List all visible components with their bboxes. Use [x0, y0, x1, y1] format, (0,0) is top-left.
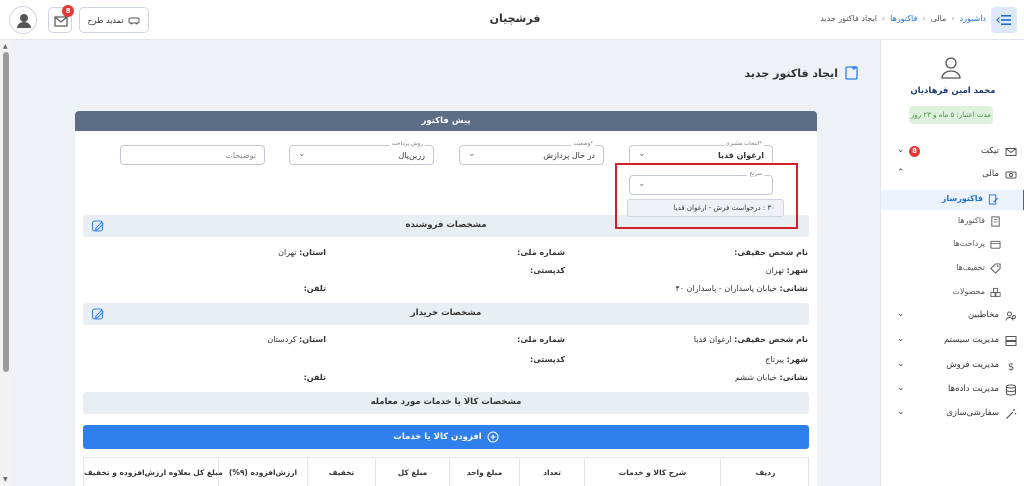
sidebar-item-label: تخفیف‌ها — [956, 263, 985, 272]
seller-province-value: تهران — [278, 248, 297, 257]
wallet-icon — [990, 239, 1001, 250]
th-discount: تخفیف — [307, 458, 375, 486]
buyer-national-key: شماره ملی: — [517, 335, 565, 344]
sidebar-item-ticket[interactable] — [881, 142, 1024, 162]
th-row: ردیف — [720, 458, 810, 486]
edit-icon[interactable] — [91, 219, 105, 233]
highlight-annotation — [615, 163, 798, 229]
envelope-icon — [1005, 146, 1017, 158]
renew-label: تمدید طرح — [87, 15, 124, 25]
buyer-address-value: خیابان ششم — [734, 373, 777, 382]
buyer-city-value: پیرتاج — [765, 355, 785, 364]
breadcrumb-invoices[interactable]: فاکتورها — [890, 14, 918, 23]
plus-circle-icon — [487, 431, 499, 443]
scroll-up-icon[interactable]: ▲ — [3, 43, 8, 50]
seller-city-value: تهران — [765, 266, 785, 275]
seller-name-key: نام شخص حقیقی: — [734, 248, 808, 257]
page-title-text: ایجاد فاکتور جدید — [744, 66, 838, 80]
breadcrumb-separator: ‹ — [881, 14, 886, 23]
sidebar-item-label: پرداخت‌ها — [953, 239, 985, 248]
add-goods-label: افزودن کالا یا خدمات — [393, 432, 482, 442]
sidebar — [880, 40, 1024, 486]
buyer-name-value: ارغوان قدیا — [693, 335, 732, 344]
status-select[interactable] — [459, 141, 604, 165]
sidebar-item-label: مدیریت داده‌ها — [948, 384, 999, 394]
sidebar-item-system[interactable] — [881, 331, 1024, 351]
status-value: در حال پردازش — [543, 151, 595, 160]
svg-text:$: $ — [1007, 362, 1015, 372]
seller-province-key: استان: — [299, 248, 326, 257]
boxes-icon — [990, 287, 1001, 298]
customer-value: ارغوان قدیا — [717, 151, 764, 160]
sidebar-item-label: مخاطبین — [968, 310, 999, 320]
buyer-section-header — [83, 303, 809, 325]
invoice-edit-icon — [988, 194, 999, 205]
seller-address-value: خیابان پاسداران - پاسداران ۴۰ — [675, 284, 777, 293]
add-goods-button[interactable] — [83, 425, 809, 449]
brand-title: فرشچیان — [489, 12, 541, 25]
customer-label: انتخاب مشتری* — [725, 141, 762, 147]
money-icon — [1005, 169, 1017, 181]
sidebar-item-label: مدیریت سیستم — [944, 335, 999, 345]
source-label: سرنخ — [749, 171, 762, 177]
seller-national-id — [517, 248, 565, 257]
car-icon — [128, 15, 140, 25]
sidebar-item-contacts[interactable] — [881, 306, 1024, 326]
buyer-province-value: کردستان — [267, 335, 297, 344]
buyer-province — [267, 335, 326, 344]
chevron-up-icon: ⌃ — [897, 168, 905, 178]
tag-icon — [990, 263, 1001, 274]
sidebar-item-products[interactable] — [881, 283, 1024, 303]
card-title: پیش فاکتور — [75, 111, 817, 131]
user-avatar-button[interactable] — [9, 6, 37, 34]
buyer-address — [735, 373, 808, 382]
chevron-down-icon: ⌄ — [638, 149, 646, 159]
seller-province — [278, 248, 326, 257]
chevron-down-icon: ⌄ — [897, 359, 905, 369]
breadcrumb-separator: ‹ — [922, 14, 926, 23]
document-icon — [990, 216, 1001, 227]
seller-address — [676, 284, 809, 293]
status-label: وضعیت* — [573, 141, 593, 147]
sidebar-item-label: مدیریت فروش — [946, 360, 999, 370]
goods-title: مشخصات کالا یا خدمات مورد معامله — [370, 397, 522, 407]
page-title — [650, 65, 860, 81]
sidebar-item-invoice-builder[interactable] — [881, 190, 1024, 210]
buyer-name — [694, 335, 808, 344]
buyer-phone — [304, 373, 326, 382]
buyer-name-key: نام شخص حقیقی: — [734, 335, 808, 344]
database-icon — [1005, 384, 1017, 396]
top-bar — [0, 0, 1024, 40]
seller-title: مشخصات فروشنده — [405, 220, 487, 230]
chevron-down-icon: ⌄ — [298, 149, 306, 159]
chevron-down-icon: ⌄ — [638, 179, 646, 189]
scroll-down-icon[interactable]: ▼ — [3, 476, 8, 483]
seller-postal-key: کدپستی: — [530, 266, 565, 275]
buyer-city — [765, 355, 808, 364]
breadcrumb-current: ایجاد فاکتور جدید — [820, 14, 877, 23]
customer-select[interactable] — [629, 141, 773, 165]
edit-icon[interactable] — [91, 307, 105, 321]
add-invoice-icon — [844, 65, 860, 81]
seller-city — [766, 266, 808, 275]
server-icon — [1005, 335, 1017, 347]
payment-method-select[interactable] — [289, 141, 434, 165]
mail-badge: 8 — [62, 5, 74, 17]
seller-address-key: نشانی: — [779, 284, 808, 293]
buyer-postal-key: کدپستی: — [530, 355, 565, 364]
payment-value: زرین‌پال — [398, 151, 425, 160]
buyer-address-key: نشانی: — [779, 373, 808, 382]
magic-wand-icon — [1005, 408, 1017, 420]
user-icon — [10, 7, 38, 35]
sidebar-item-label: محصولات — [952, 287, 985, 296]
chevron-down-icon: ⌄ — [468, 149, 476, 159]
buyer-province-key: استان: — [299, 335, 326, 344]
sidebar-item-invoices[interactable] — [881, 212, 1024, 232]
th-vat: ارزش‌افزوده (۹%) — [218, 458, 307, 486]
buyer-title: مشخصات خریدار — [410, 308, 482, 318]
notes-placeholder: توضیحات — [225, 151, 256, 160]
sidebar-item-label: سفارشی‌سازی — [946, 408, 999, 418]
seller-postal — [530, 266, 565, 275]
buyer-city-key: شهر: — [786, 355, 808, 364]
hamburger-icon — [996, 14, 1012, 26]
scroll-thumb[interactable] — [3, 52, 9, 372]
sidebar-item-sales[interactable] — [881, 356, 1024, 376]
th-total: مبلغ کل — [375, 458, 449, 486]
breadcrumb-dashboard[interactable]: داشبورد — [959, 14, 986, 23]
chevron-down-icon: ⌄ — [897, 334, 905, 344]
chevron-down-icon: ⌄ — [897, 407, 905, 417]
buyer-phone-key: تلفن: — [303, 373, 326, 382]
buyer-national-id — [517, 335, 565, 344]
sidebar-item-payments[interactable] — [881, 235, 1024, 255]
th-unit-price: مبلغ واحد — [449, 458, 519, 486]
ticket-badge: 8 — [909, 146, 920, 157]
seller-city-key: شهر: — [786, 266, 808, 275]
page-scrollbar[interactable] — [0, 40, 12, 486]
goods-section-header — [83, 392, 809, 414]
goods-table-header — [83, 457, 809, 486]
source-dropdown-option[interactable]: ۳۰ : درخواست فرش - ارغوان قدیا — [627, 199, 784, 217]
sidebar-item-discounts[interactable] — [881, 259, 1024, 279]
validity-badge: مدت اعتبار: ۵ ماه و ۲۳ روز — [909, 106, 993, 124]
dollar-icon — [1005, 360, 1017, 372]
sidebar-item-customization[interactable] — [881, 404, 1024, 424]
chevron-down-icon: ⌄ — [897, 383, 905, 393]
notes-input[interactable] — [120, 145, 265, 165]
seller-phone — [304, 284, 326, 293]
seller-national-key: شماره ملی: — [517, 248, 565, 257]
sidebar-item-label: فاکتورساز — [941, 194, 983, 203]
payment-label: روش پرداخت — [391, 141, 423, 147]
breadcrumb-finance[interactable]: مالی — [930, 14, 947, 23]
breadcrumb — [820, 14, 986, 23]
sidebar-item-data[interactable] — [881, 380, 1024, 400]
breadcrumb-separator: ‹ — [951, 14, 955, 23]
th-description: شرح کالا و خدمات — [584, 458, 720, 486]
chevron-down-icon: ⌄ — [897, 309, 905, 319]
contacts-icon — [1005, 310, 1017, 322]
menu-toggle-button[interactable] — [991, 7, 1017, 33]
seller-phone-key: تلفن: — [303, 284, 326, 293]
seller-name — [734, 248, 808, 257]
sidebar-item-label: مالی — [982, 169, 999, 179]
sidebar-item-finance[interactable] — [881, 165, 1024, 185]
sidebar-item-label: تیکت — [981, 146, 999, 156]
th-grand-total: مبلغ کل بعلاوه ارزش‌افزوده و تخفیف — [84, 468, 223, 477]
buyer-postal — [530, 355, 565, 364]
renew-plan-button[interactable] — [79, 7, 149, 33]
profile-icon — [938, 54, 964, 80]
user-name: محمد امین فرهادیان — [910, 86, 996, 96]
th-quantity: تعداد — [519, 458, 584, 486]
chevron-down-icon: ⌄ — [897, 145, 905, 155]
sidebar-item-label: فاکتورها — [957, 216, 985, 225]
